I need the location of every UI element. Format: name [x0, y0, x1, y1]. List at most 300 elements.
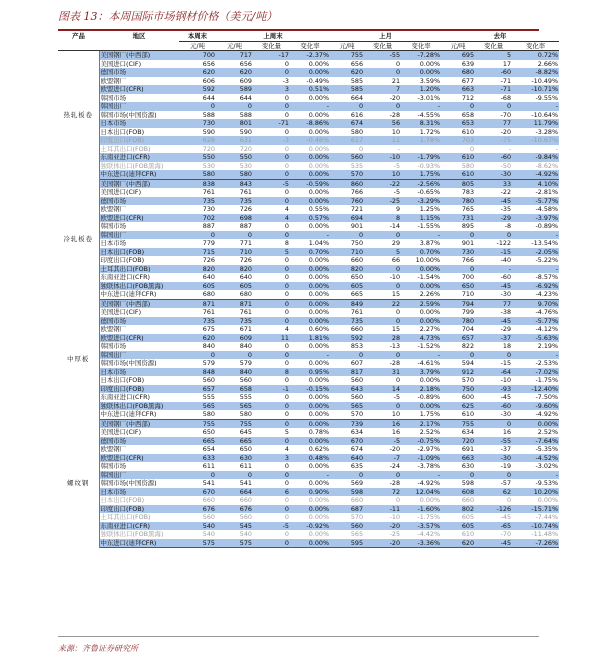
value-cell: 721: [350, 205, 364, 213]
value-cell: 761: [239, 308, 252, 316]
value-cell: 592: [330, 334, 364, 343]
value-cell: 660: [202, 496, 215, 504]
value-cell: 4.10%: [512, 179, 559, 188]
value-cell: 575: [179, 539, 216, 548]
value-cell: -1.54%: [417, 273, 441, 281]
header-unit: 元/吨: [441, 41, 475, 51]
region-cell: 德国市场: [99, 197, 179, 206]
value-cell: -1.55%: [417, 222, 441, 230]
value-cell: 616: [350, 110, 364, 119]
value-cell: 0.00%: [308, 496, 330, 504]
value-cell: -71: [500, 76, 512, 85]
region-cell: 韩国市场: [100, 93, 127, 102]
value-cell: 17: [502, 59, 512, 68]
value-cell: 2.19%: [537, 342, 559, 350]
header-product: 产品: [72, 32, 85, 41]
value-cell: -: [397, 144, 401, 153]
value-cell: 677: [461, 76, 475, 85]
value-cell: 575: [216, 539, 253, 548]
value-cell: 2.52%: [419, 428, 441, 436]
value-cell: 849: [330, 299, 364, 308]
value-cell: 0: [253, 282, 290, 291]
table-row: [58, 530, 559, 539]
value-cell: 0: [284, 462, 289, 470]
header-rate: 变化率: [290, 41, 330, 51]
value-cell: -60: [475, 68, 512, 77]
table-row: [58, 205, 559, 214]
table-row: [58, 136, 559, 145]
value-cell: 0: [475, 419, 512, 428]
value-cell: 565: [330, 402, 364, 411]
title-rule: [58, 29, 539, 31]
value-cell: -45: [475, 317, 512, 326]
value-cell: 780: [441, 197, 475, 206]
table-row: [58, 222, 559, 231]
region-cell: 独联体出口(FOB黑海): [100, 530, 164, 538]
value-cell: 590: [239, 127, 252, 136]
value-cell: 0: [284, 161, 289, 170]
value-cell: 702: [179, 214, 216, 223]
value-cell: 610: [441, 410, 475, 419]
table-row: [58, 290, 559, 299]
value-cell: 590: [202, 127, 215, 136]
value-cell: 656: [202, 59, 215, 68]
value-cell: -5: [253, 522, 290, 531]
value-cell: 0: [395, 308, 401, 316]
value-cell: 0.48%: [290, 454, 330, 463]
value-cell: 912: [441, 368, 475, 377]
value-cell: -2.37%: [290, 51, 330, 60]
value-cell: -: [401, 102, 441, 111]
value-cell: 750: [441, 385, 475, 394]
value-cell: -45: [500, 513, 512, 521]
header-unit: 元/吨: [216, 41, 253, 51]
value-cell: 0: [330, 102, 364, 111]
value-cell: -3: [282, 76, 289, 85]
region-cell: 韩国市场(中国资源): [100, 359, 157, 367]
value-cell: 0: [284, 308, 289, 316]
header-blank: [58, 41, 99, 51]
value-cell: 670: [179, 488, 216, 497]
value-cell: 611: [239, 462, 252, 470]
table-row: [58, 428, 559, 437]
value-cell: 0: [284, 342, 289, 350]
value-cell: 871: [179, 299, 216, 308]
table-row: [58, 496, 559, 505]
region-cell: 欧盟钢厂: [100, 205, 127, 213]
region-cell: 日本出口(FOB): [100, 376, 145, 384]
value-cell: 805: [441, 179, 475, 188]
value-cell: 565: [216, 402, 253, 411]
header-rate: 变化率: [401, 41, 441, 51]
table-row: [58, 60, 559, 69]
value-cell: -20: [364, 539, 401, 548]
value-cell: 0: [364, 282, 401, 291]
value-cell: 755: [216, 419, 253, 428]
value-cell: 3.59%: [419, 76, 441, 85]
value-cell: 580: [216, 170, 253, 179]
value-cell: -3.36%: [401, 539, 441, 548]
value-cell: 12.04%: [401, 488, 441, 497]
value-cell: 0.00%: [308, 59, 330, 68]
value-cell: 1.81%: [290, 334, 330, 343]
value-cell: 33: [475, 179, 512, 188]
value-cell: 0: [179, 231, 216, 240]
table-row: [58, 539, 559, 548]
value-cell: 0: [253, 265, 290, 274]
value-cell: -5.77%: [512, 317, 559, 326]
value-cell: -: [512, 351, 559, 360]
value-cell: -10: [389, 513, 401, 521]
value-cell: 560: [330, 153, 364, 162]
value-cell: 0: [364, 231, 401, 240]
value-cell: 620: [216, 68, 253, 77]
value-cell: -20: [500, 127, 512, 136]
value-cell: 611: [202, 462, 215, 470]
value-cell: 5: [284, 428, 289, 436]
value-cell: 8: [253, 368, 290, 377]
value-cell: 0.00%: [419, 496, 441, 504]
value-cell: 650: [350, 273, 364, 281]
value-cell: -45: [500, 393, 512, 401]
value-cell: -25: [364, 197, 401, 206]
value-cell: 0: [284, 144, 289, 153]
value-cell: 0: [284, 393, 289, 401]
value-cell: 735: [179, 317, 216, 326]
header-change: 变化量: [364, 41, 401, 51]
region-cell: 韩国市场(中国资源): [100, 110, 157, 119]
value-cell: 0: [475, 351, 512, 360]
value-cell: -4.58%: [535, 205, 559, 213]
region-cell: 东南亚进口(CFR): [99, 522, 179, 531]
value-cell: 0.00%: [290, 197, 330, 206]
value-cell: 580: [179, 410, 216, 419]
value-cell: 695: [441, 51, 475, 60]
value-cell: -4.42%: [417, 530, 441, 538]
value-cell: 765: [461, 205, 475, 213]
value-cell: -19: [500, 462, 512, 470]
value-cell: 3.87%: [419, 239, 441, 247]
value-cell: -2.53%: [535, 359, 559, 367]
value-cell: 0.00%: [401, 265, 441, 274]
value-cell: 640: [239, 273, 252, 281]
table-row: [58, 197, 559, 206]
value-cell: 608: [441, 488, 475, 497]
value-cell: 600: [461, 393, 475, 401]
header-unit: 元/吨: [179, 41, 216, 51]
value-cell: 585: [330, 85, 364, 94]
value-cell: -22: [500, 188, 512, 196]
value-cell: -7.02%: [512, 368, 559, 377]
value-cell: 656: [350, 59, 364, 68]
value-cell: -9.55%: [535, 93, 559, 102]
value-cell: 675: [202, 325, 215, 333]
value-cell: 6: [253, 488, 290, 497]
region-cell: 美国进口(CIF): [100, 59, 142, 68]
value-cell: 730: [441, 248, 475, 257]
value-cell: 560: [330, 522, 364, 531]
value-cell: 0.00%: [419, 376, 441, 384]
value-cell: 11: [253, 334, 290, 343]
value-cell: -0.65%: [417, 188, 441, 196]
region-cell: 中东进口(迪拜CFR): [99, 290, 179, 299]
value-cell: 1.20%: [401, 85, 441, 94]
value-cell: 28: [364, 334, 401, 343]
table-row: [58, 179, 559, 188]
value-cell: 598: [461, 479, 475, 487]
value-cell: 670: [330, 437, 364, 446]
table-row: [58, 111, 559, 120]
value-cell: 901: [350, 222, 364, 230]
value-cell: 0: [364, 265, 401, 274]
value-cell: 3: [253, 454, 290, 463]
value-cell: 0: [441, 471, 475, 480]
value-cell: 0: [253, 299, 290, 308]
region-cell: 韩国出厂: [99, 471, 179, 480]
value-cell: -55: [475, 437, 512, 446]
value-cell: [401, 145, 441, 154]
value-cell: -10: [500, 376, 512, 384]
region-cell: 韩国出厂: [99, 351, 179, 360]
value-cell: 0.00%: [308, 530, 330, 538]
value-cell: 650: [202, 428, 215, 436]
value-cell: 1.72%: [419, 127, 441, 136]
value-cell: -45: [475, 282, 512, 291]
value-cell: 664: [350, 93, 364, 102]
table-row: [58, 488, 559, 497]
value-cell: 1.04%: [308, 239, 330, 247]
value-cell: 541: [202, 479, 215, 487]
value-cell: 605: [330, 282, 364, 291]
table-row: [58, 282, 559, 291]
value-cell: 0.60%: [308, 325, 330, 333]
value-cell: -5.35%: [535, 445, 559, 453]
value-cell: -45: [475, 197, 512, 206]
value-cell: -30: [475, 410, 512, 419]
value-cell: 802: [441, 505, 475, 514]
value-cell: -: [508, 144, 512, 153]
product-category: 热轧板卷: [58, 51, 99, 180]
value-cell: 570: [350, 513, 364, 521]
value-cell: 1.78%: [401, 136, 441, 145]
value-cell: 799: [461, 308, 475, 316]
value-cell: -38: [500, 308, 512, 316]
value-cell: -1.52%: [417, 342, 441, 350]
header-last-month: 上月: [330, 32, 441, 41]
value-cell: 794: [441, 299, 475, 308]
value-cell: 0.57%: [290, 214, 330, 223]
value-cell: 11.79%: [512, 119, 559, 128]
value-cell: 0: [364, 471, 401, 480]
value-cell: 0: [284, 530, 289, 538]
value-cell: -7.64%: [512, 437, 559, 446]
value-cell: -8.62%: [535, 161, 559, 170]
source-note: 来源：齐鲁证券研究所: [58, 644, 138, 653]
value-cell: 704: [461, 325, 475, 333]
value-cell: -3.97%: [512, 214, 559, 223]
value-cell: 664: [216, 488, 253, 497]
value-cell: 660: [350, 496, 364, 504]
region-cell: 印度出口(FOB): [99, 505, 179, 514]
value-cell: 530: [239, 161, 252, 170]
value-cell: -5: [393, 188, 401, 196]
value-cell: 620: [330, 68, 364, 77]
value-cell: 658: [461, 110, 475, 119]
value-cell: 625: [441, 402, 475, 411]
value-cell: -22: [364, 179, 401, 188]
value-cell: 580: [216, 410, 253, 419]
value-cell: 783: [461, 188, 475, 196]
value-cell: 0.00%: [308, 462, 330, 470]
value-cell: 817: [330, 368, 364, 377]
value-cell: -5.22%: [535, 256, 559, 264]
value-cell: 710: [441, 290, 475, 299]
value-cell: -13.54%: [531, 239, 559, 247]
value-cell: 0.00%: [419, 308, 441, 316]
value-cell: 10: [364, 410, 401, 419]
value-cell: 676: [216, 505, 253, 514]
region-cell: 美国进口(CIF): [100, 308, 142, 316]
header-unit: 元/吨: [330, 41, 364, 51]
value-cell: 580: [350, 127, 364, 136]
value-cell: -13: [389, 342, 401, 350]
value-cell: -: [512, 471, 559, 480]
region-cell: 韩国出厂: [99, 102, 179, 111]
value-cell: 820: [216, 265, 253, 274]
value-cell: 0.00%: [308, 110, 330, 119]
value-cell: 605: [441, 522, 475, 531]
value-cell: -6.92%: [512, 282, 559, 291]
value-cell: -: [512, 102, 559, 111]
table-row: [58, 145, 559, 154]
value-cell: 0: [253, 170, 290, 179]
value-cell: -10: [364, 153, 401, 162]
region-cell: 欧盟进口(CFR): [99, 454, 179, 463]
value-cell: 610: [461, 127, 475, 136]
value-cell: 606: [202, 76, 215, 85]
region-cell: 日本出口(FOB): [99, 248, 179, 257]
value-cell: -0.48%: [290, 136, 330, 145]
value-cell: 0: [284, 376, 289, 384]
value-cell: 620: [179, 334, 216, 343]
value-cell: -: [290, 351, 330, 360]
value-cell: -5: [253, 179, 290, 188]
value-cell: 840: [239, 342, 252, 350]
region-cell: 韩国市场: [100, 222, 127, 230]
value-cell: -20: [389, 93, 401, 102]
value-cell: 0.00%: [290, 290, 330, 299]
value-cell: 0: [441, 231, 475, 240]
region-cell: 中东进口(迪拜CFR): [99, 170, 179, 179]
value-cell: -1.60%: [401, 505, 441, 514]
value-cell: -122: [496, 239, 512, 247]
value-cell: -7.26%: [512, 539, 559, 548]
value-cell: 750: [350, 239, 364, 247]
header-this-weekend: 本周末: [179, 32, 216, 41]
value-cell: -11: [364, 505, 401, 514]
value-cell: 0.00%: [290, 170, 330, 179]
value-cell: 62: [475, 488, 512, 497]
table-row: [58, 393, 559, 402]
value-cell: 0.00%: [290, 317, 330, 326]
region-cell: 日本市场: [99, 368, 179, 377]
value-cell: 0.00%: [308, 308, 330, 316]
value-cell: -65: [475, 522, 512, 531]
value-cell: 607: [350, 359, 364, 367]
region-cell: 印度出口(FOB): [99, 385, 179, 394]
value-cell: 0: [284, 127, 289, 136]
value-cell: 0.00%: [401, 282, 441, 291]
value-cell: -45: [475, 539, 512, 548]
region-cell: 美国进口(CIF): [100, 188, 142, 196]
value-cell: 10: [391, 127, 401, 136]
value-cell: 0: [469, 144, 475, 153]
value-cell: 720: [202, 144, 215, 153]
value-cell: -50: [500, 161, 512, 170]
value-cell: -10.74%: [512, 522, 559, 531]
region-cell: 美国钢厂(中西部): [99, 419, 179, 428]
value-cell: 755: [441, 419, 475, 428]
header-region: 地区: [132, 32, 146, 41]
value-cell: 15: [391, 325, 401, 333]
value-cell: 0: [441, 351, 475, 360]
value-cell: -: [475, 265, 512, 274]
table-row: [58, 419, 559, 428]
value-cell: 0.00%: [308, 256, 330, 264]
value-cell: 726: [239, 256, 252, 264]
region-cell: 日本市场: [99, 119, 179, 128]
value-cell: 0.00%: [308, 359, 330, 367]
value-cell: 895: [461, 222, 475, 230]
value-cell: 871: [216, 299, 253, 308]
region-cell: 土耳其出口(FOB): [100, 144, 151, 153]
value-cell: 631: [216, 136, 253, 145]
value-cell: 644: [239, 93, 252, 102]
value-cell: 560: [202, 513, 215, 521]
value-cell: 0.00%: [290, 437, 330, 446]
value-cell: 820: [179, 265, 216, 274]
value-cell: -0.49%: [306, 76, 330, 85]
region-cell: 东南亚进口(CFR): [100, 273, 151, 281]
value-cell: 0: [475, 231, 512, 240]
value-cell: 0: [475, 102, 512, 111]
header-row-groups: [58, 32, 559, 41]
value-cell: 0: [253, 153, 290, 162]
table-row: [58, 522, 559, 531]
value-cell: 594: [461, 359, 475, 367]
value-cell: 2.52%: [537, 428, 559, 436]
value-cell: 565: [179, 402, 216, 411]
table-row: [58, 351, 559, 360]
value-cell: -0.93%: [417, 161, 441, 170]
value-cell: -70: [500, 110, 512, 119]
value-cell: -2.81%: [535, 188, 559, 196]
value-cell: 0.51%: [290, 85, 330, 94]
value-cell: 10.00%: [415, 256, 441, 264]
value-cell: 15: [364, 290, 401, 299]
table-row: [58, 317, 559, 326]
table-row: [58, 94, 559, 103]
value-cell: -10.64%: [531, 110, 559, 119]
value-cell: 680: [441, 68, 475, 77]
header-rate: 变化率: [512, 41, 559, 51]
value-cell: -60: [475, 153, 512, 162]
value-cell: 541: [239, 479, 252, 487]
value-cell: -25: [389, 530, 401, 538]
value-cell: 18: [502, 342, 512, 350]
table-row: [58, 214, 559, 223]
value-cell: 639: [461, 59, 475, 68]
